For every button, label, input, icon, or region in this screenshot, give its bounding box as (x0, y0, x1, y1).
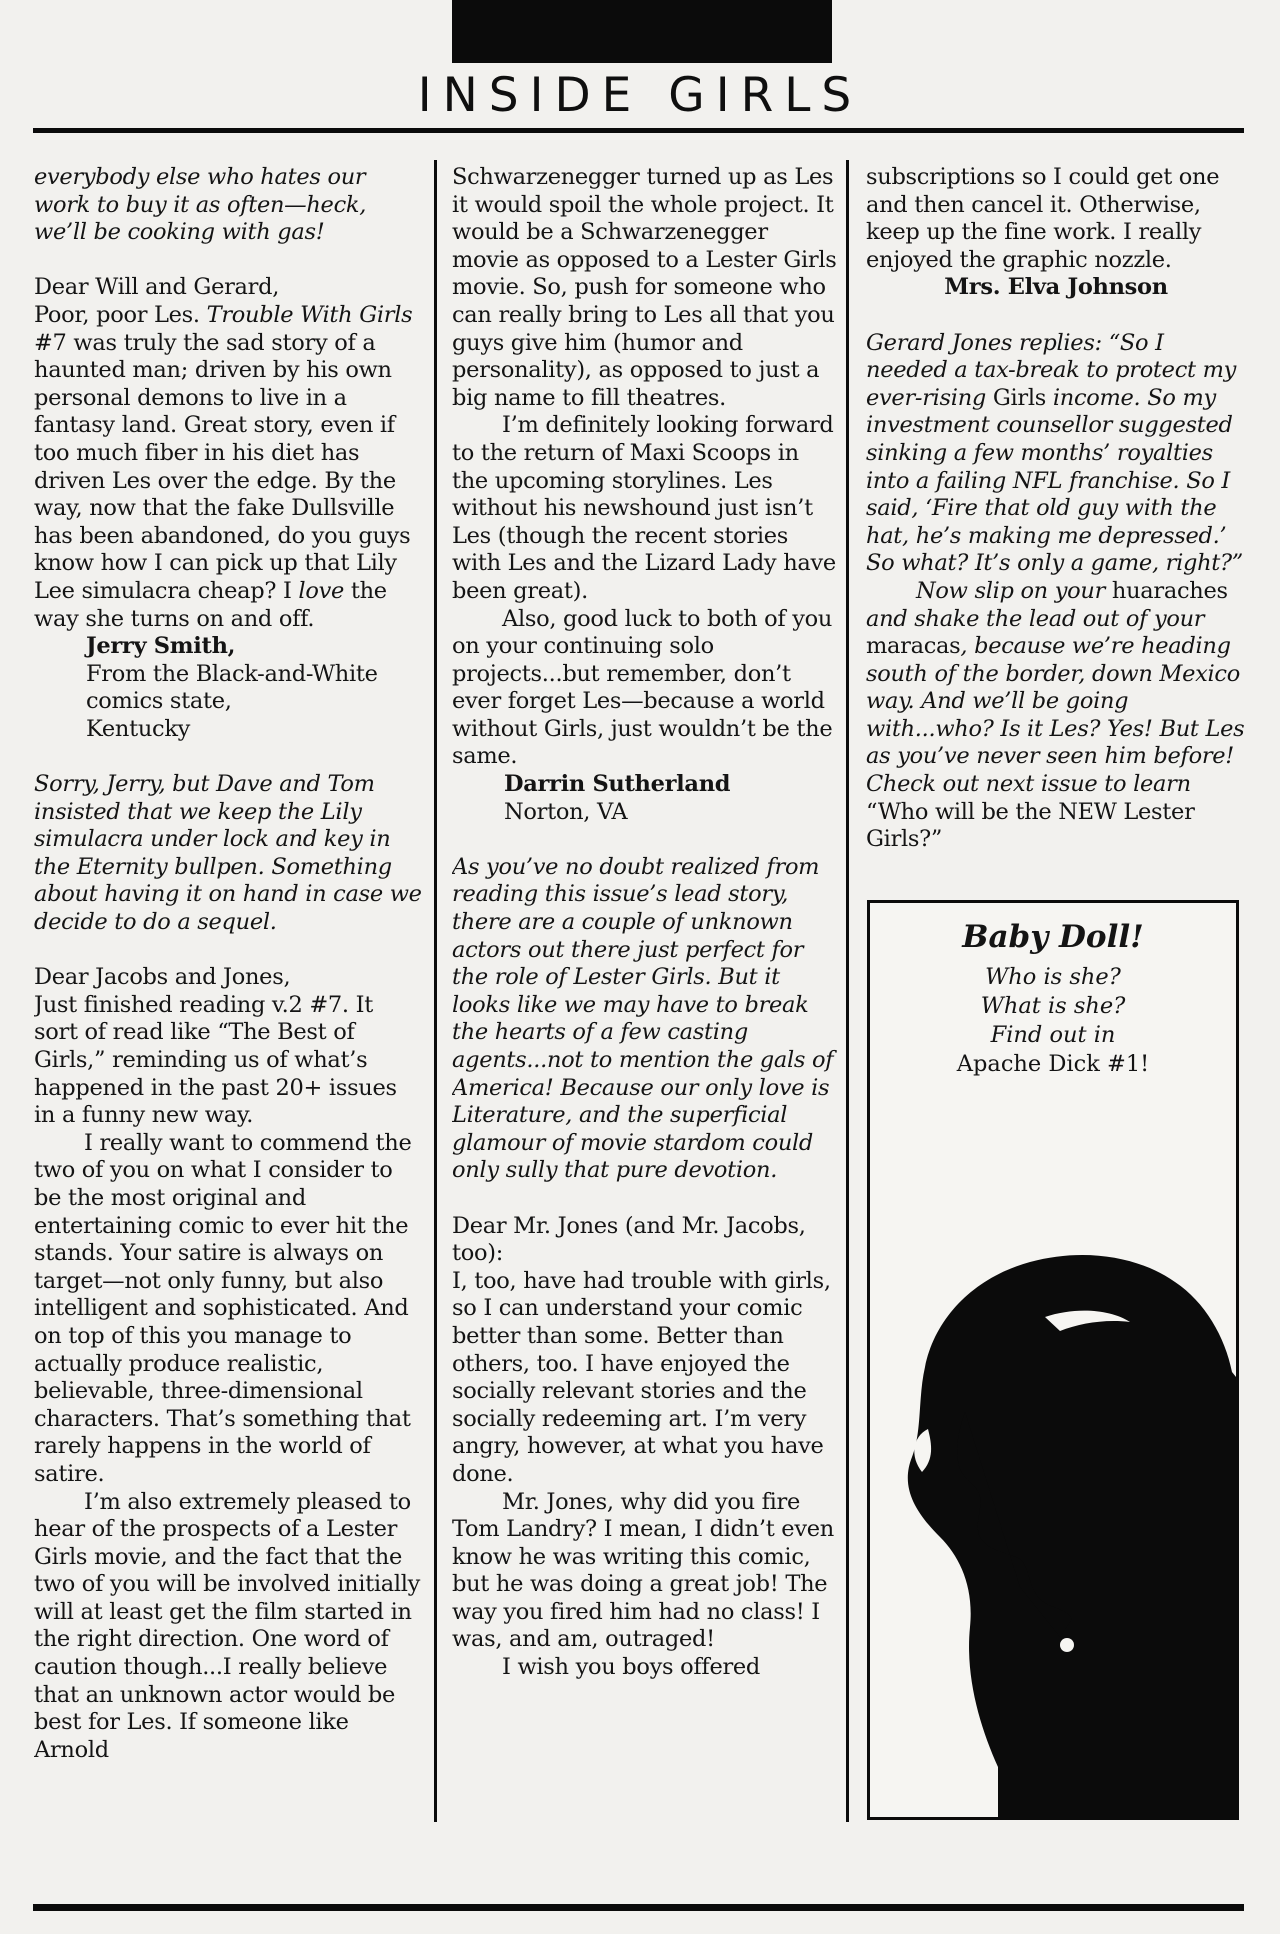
letter-3 (452, 1213, 838, 1682)
letter-signature: Jerry Smith, (86, 633, 236, 660)
page-title: INSIDE GIRLS (417, 68, 863, 123)
ad-line: Apache Dick #1! (956, 1051, 1150, 1077)
letter-salutation: Dear Jacobs and Jones, (34, 964, 291, 991)
letter-location: Norton, VA (504, 798, 628, 825)
letter-body: subscriptions so I could get one and then cancel it. Otherwise, keep up the fine work. I really enjoyed the graphic nozzle. (866, 164, 1220, 273)
emphasis: love (298, 577, 344, 604)
letter-1 (34, 274, 422, 743)
letter-body: I, too, have had trouble with girls, so I can understand your comic better than some. Better than others, too. I have enjoyed the socially relevant stories and the socially redeeming art. I’m very angry, however, at what you have done. (452, 1267, 831, 1487)
letter-salutation: Dear Mr. Jones (and Mr. Jacobs, too): (452, 1212, 806, 1267)
editor-reply: Sorry, Jerry, but Dave and Tom insisted that we keep the Lily simulacra under lock and key in the Eternity bullpen. Something about having it on hand in case we decide to do a sequel. (34, 771, 422, 936)
ad-line: What is she? (980, 993, 1126, 1019)
ad-title: Baby Doll! (962, 919, 1144, 955)
letter-body: I’m also extremely pleased to hear of the prospects of a Lester Girls movie, and the fact that the two of you will be involved initially will at least get the film started in the right direction. One word of caution though...I really believe that an unknown actor would be best for Les. If someone like Arnold (34, 1488, 421, 1763)
comic-title: Trouble With Girls (206, 301, 413, 328)
ad-line: Find out in (990, 1022, 1116, 1048)
letter-body: Poor, poor Les. Trouble With Girls #7 was truly the sad story of a haunted man; driven by his own personal demons to live in a fantasy land. Great story, even if too much fiber in his diet has driven Les over the edge. By the way, now that the fake Dullsville has been abandoned, do you guys know how I can pick up that Lily Lee simulacra cheap? I love the way she turns on and off. (34, 301, 413, 632)
column-1 (34, 164, 422, 1824)
column-divider-1 (434, 160, 437, 1822)
letter-body: Schwarzenegger turned up as Les it would spoil the whole project. It would be a Schwarzenegger movie as opposed to a Lester Girls movie. So, push for someone who can really bring to Les all that you guys give him (humor and personality), as opposed to just a big name to fill theatres. (452, 164, 837, 411)
baby-doll-ad-box (867, 900, 1239, 1820)
header-black-tab (452, 0, 832, 63)
editor-reply: As you’ve no doubt realized from reading this issue’s lead story, there are a couple of unknown actors out there just perfect for the role of Lester Girls. But it looks like we may have to break the hearts of a few casting agents...not to mention the gals of America! Because our only love is Literature, and the superficial glamour of movie stardom could only sully that pure devotion. (452, 853, 834, 1184)
bottom-rule (33, 1904, 1244, 1911)
letter-body: Also, good luck to both of you on your continuing solo projects...but remember, don’t ever forget Les—because a world without Girls, just wouldn’t be the same. (452, 605, 833, 770)
letter-body: Mr. Jones, why did you fire Tom Landry? I mean, I didn’t even know he was writing this comic, but he was doing a great job! The way you fired him had no class! I was, and am, outraged! (452, 1488, 834, 1653)
letter-body: Just finished reading v.2 #7. It sort of read like “The Best of Girls,” reminding us of what’s happened in the past 20+ issues in a funny new way. (34, 991, 397, 1129)
top-rule (33, 128, 1244, 133)
letter-body: I wish you boys offered (502, 1654, 761, 1681)
letter-body: I really want to commend the two of you on what I consider to be the most original and entertaining comic to ever hit the stands. Your satire is always on target—not only funny, but also intelligent and sophisticated. And on top of this you manage to actually produce realistic, believable, three-dimensional characters. That’s something that rarely happens in the world of satire. (34, 1129, 412, 1487)
letter-signature: Mrs. Elva Johnson (944, 274, 1168, 301)
letter-salutation: Dear Will and Gerard, (34, 274, 280, 301)
letter-body: I’m definitely looking forward to the return of Maxi Scoops in the upcoming storylines. Les without his newshound just isn’t Les (though the recent stories with Les and the Lizard Lady have been great). (452, 412, 836, 604)
letter-location: From the Black-and-White (86, 660, 378, 687)
ad-line: Who is she? (985, 964, 1121, 990)
letter-location: Kentucky (86, 715, 191, 742)
intro-reply: everybody else who hates our work to buy it as often—heck, we’ll be cooking with gas! (34, 164, 367, 246)
letter-2 (34, 964, 422, 1764)
silhouette-woman-profile-icon (870, 1207, 1236, 1817)
letter-signature: Darrin Sutherland (504, 771, 731, 798)
next-issue-teaser: Now slip on your huaraches and shake the lead out of your maracas, because we’re heading south of the border, down Mexico way. And we’ll be going with...who? Is it Les? Yes! But Les as you’ve never seen him before! Check out next issue to learn “Who will be the NEW Lester Girls?” (866, 577, 1245, 853)
column-divider-2 (846, 160, 849, 1822)
column-2 (452, 164, 838, 1824)
letter-location: comics state, (86, 688, 232, 715)
editor-reply: Gerard Jones replies: “So I needed a tax-break to protect my ever-rising Girls income. So my investment counsellor suggested sinking a few months’ royalties into a failing NFL franchise. So I said, ‘Fire that old guy with the hat, he’s making me depressed.’ So what? It’s only a game, right?” (866, 329, 1244, 577)
